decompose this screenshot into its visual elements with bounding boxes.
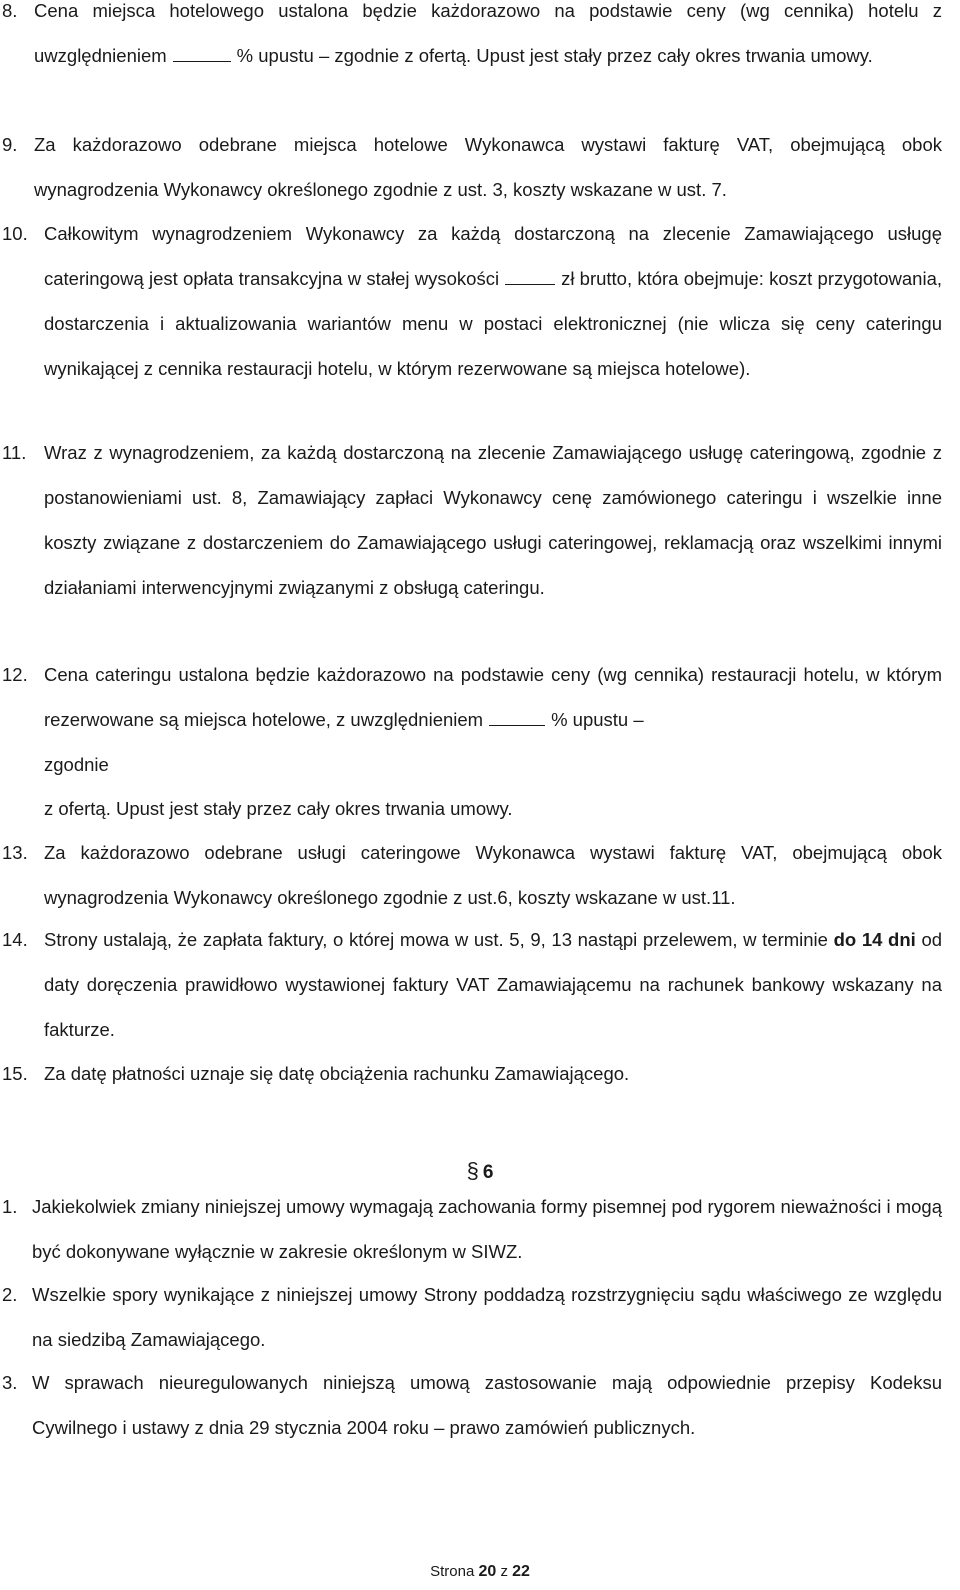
- section-item-number: 3.: [2, 1372, 18, 1393]
- paragraph-number: 13.: [2, 842, 28, 863]
- section-item-number: 2.: [2, 1284, 18, 1305]
- fill-in-blank: [173, 47, 231, 62]
- footer-separator: z: [500, 1563, 508, 1580]
- section-item-text: Wszelkie spory wynikające z niniejszej umowy Strony poddadzą rozstrzygnięciu sądu właściwego ze względu na siedzibą Zamawiającego.: [32, 1284, 942, 1350]
- paragraph-text: Cena miejsca hotelowego ustalona będzie każdorazowo na podstawie ceny (wg cennika) hotelu z uwzględnieniem % upustu – zgodnie z ofertą. Upust jest stały przez cały okres trwania umowy.: [34, 0, 942, 66]
- section-number: 6: [482, 1162, 494, 1183]
- paragraph-number: 15.: [2, 1063, 28, 1084]
- section-item-text: W sprawach nieuregulowanych niniejszą umową zastosowanie mają odpowiednie przepisy Kodeksu Cywilnego i ustawy z dnia 29 stycznia 2004 roku – prawo zamówień publicznych.: [32, 1372, 942, 1438]
- section-symbol: §: [466, 1158, 479, 1183]
- paragraph-text: Całkowitym wynagrodzeniem Wykonawcy za każdą dostarczoną na zlecenie Zamawiającego usługę cateringową jest opłata transakcyjna w stałej wysokości zł brutto, która obejmuje: koszt przygotowania, dostarczenia i aktualizowania wariantów menu w postaci elektronicznej (nie wlicza się ceny cateringu wynikającej z cennika restauracji hotelu, w którym rezerwowane są miejsca hotelowe).: [44, 223, 942, 379]
- paragraph-text: Cena cateringu ustalona będzie każdorazowo na podstawie ceny (wg cennika) restauracji hotelu, w którym rezerwowane są miejsca hotelowe, z uwzględnieniem % upustu –: [44, 664, 942, 730]
- section-heading: [0, 1158, 960, 1184]
- paragraph-number: 12.: [2, 664, 28, 685]
- paragraph-text: Wraz z wynagrodzeniem, za każdą dostarczoną na zlecenie Zamawiającego usługę cateringową, zgodnie z postanowieniami ust. 8, Zamawiający zapłaci Wykonawcy cenę zamówionego cateringu i wszelkie inne koszty związane z dostarczeniem do Zamawiającego usługi cateringowej, reklamacją oraz wszelkimi innymi działaniami interwencyjnymi związanymi z obsługą cateringu.: [44, 442, 942, 598]
- footer-total-pages: 22: [512, 1563, 530, 1580]
- payment-term-bold: do 14 dni: [833, 929, 916, 950]
- paragraph-text-continued: zgodnie: [44, 754, 109, 775]
- paragraph-number: 10.: [2, 223, 28, 244]
- section-item-text: Jakiekolwiek zmiany niniejszej umowy wymagają zachowania formy pisemnej pod rygorem nieważności i mogą być dokonywane wyłącznie w zakresie określonym w SIWZ.: [32, 1196, 942, 1262]
- paragraph-text: Za datę płatności uznaje się datę obciążenia rachunku Zamawiającego.: [44, 1063, 630, 1084]
- paragraph-text: Za każdorazowo odebrane miejsca hotelowe Wykonawca wystawi fakturę VAT, obejmującą obok wynagrodzenia Wykonawcy określonego zgodnie z ust. 3, koszty wskazane w ust. 7.: [34, 134, 942, 200]
- fill-in-blank: [505, 270, 555, 285]
- footer-prefix: Strona: [430, 1563, 475, 1580]
- paragraph-text-continued: z ofertą. Upust jest stały przez cały okres trwania umowy.: [44, 798, 513, 819]
- footer-current-page: 20: [478, 1563, 497, 1580]
- fill-in-blank: [489, 711, 545, 726]
- paragraph-number: 9.: [2, 134, 18, 155]
- paragraph-number: 14.: [2, 929, 28, 950]
- paragraph-text: Za każdorazowo odebrane usługi cateringowe Wykonawca wystawi fakturę VAT, obejmującą obok wynagrodzenia Wykonawcy określonego zgodnie z ust.6, koszty wskazane w ust.11.: [44, 842, 942, 908]
- page-footer: [0, 1563, 960, 1581]
- paragraph-text: Strony ustalają, że zapłata faktury, o której mowa w ust. 5, 9, 13 nastąpi przelewem, w terminie do 14 dni od daty doręczenia prawidłowo wystawionej faktury VAT Zamawiającemu na rachunek bankowy wskazany na fakturze.: [44, 929, 943, 1040]
- paragraph-number: 11.: [2, 442, 27, 463]
- section-item-number: 1.: [2, 1196, 18, 1217]
- paragraph-number: 8.: [2, 0, 18, 21]
